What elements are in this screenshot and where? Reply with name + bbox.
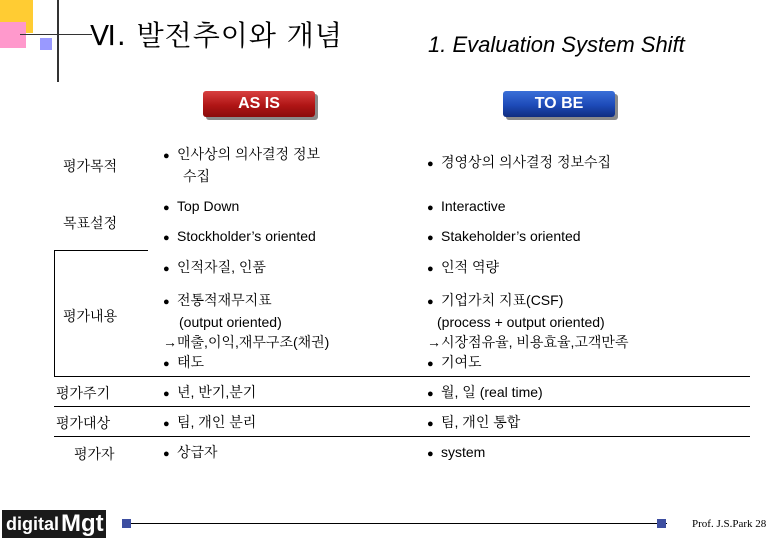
row-label-goal: 평가목적	[63, 159, 118, 175]
row-divider	[54, 436, 750, 437]
to-be-target-1: ● Interactive	[427, 196, 506, 218]
row-label-content: 평가내용	[63, 309, 118, 325]
as-is-content-2: ● 전통적재무지표 (output oriented) →매출,이익,재무구조(채권) ● 태도	[163, 290, 329, 374]
to-be-content-1: ● 인적 역량	[427, 257, 499, 279]
bullet-icon: ●	[427, 232, 434, 244]
slide-subtitle: 1. Evaluation System Shift	[428, 32, 685, 57]
as-is-content-1: ● 인적자질, 인품	[163, 257, 266, 279]
as-is-target-2: ● Stockholder’s oriented	[163, 226, 316, 248]
row-label-cycle: 평가주기	[56, 386, 111, 402]
footer-square-right	[657, 519, 666, 528]
as-is-cycle: ● 년, 반기,분기	[163, 382, 256, 404]
footer-line	[122, 523, 667, 524]
bullet-icon: ●	[427, 388, 434, 400]
as-is-subject: ● 팀, 개인 분리	[163, 412, 256, 434]
decor-square-pink	[0, 22, 26, 48]
decor-vertical-line	[57, 0, 59, 82]
to-be-header: TO BE	[503, 91, 615, 117]
bullet-icon: ●	[427, 263, 434, 275]
bullet-icon: ●	[427, 296, 434, 308]
bullet-icon: ●	[427, 202, 434, 214]
to-be-cycle: ● 월, 일 (real time)	[427, 382, 543, 404]
footer-square-left	[122, 519, 131, 528]
bullet-icon: ●	[427, 358, 434, 370]
slide-title: Ⅵ. 발전추이와 개념	[90, 19, 343, 52]
bullet-icon: ●	[163, 418, 170, 430]
as-is-target-1: ● Top Down	[163, 196, 239, 218]
label-column-border	[54, 250, 55, 376]
bullet-icon: ●	[163, 358, 170, 370]
to-be-evaluator: ● system	[427, 442, 485, 464]
row-label-evaluator: 평가자	[74, 447, 115, 463]
bullet-icon: ●	[427, 448, 434, 460]
bullet-icon: ●	[163, 150, 170, 162]
bullet-icon: ●	[427, 418, 434, 430]
bullet-icon: ●	[427, 158, 434, 170]
bullet-icon: ●	[163, 296, 170, 308]
row-divider	[54, 250, 148, 251]
row-label-subject: 평가대상	[56, 416, 111, 432]
row-label-target-set: 목표설정	[63, 216, 118, 232]
footer-credit: Prof. J.S.Park 28	[692, 518, 767, 530]
bullet-icon: ●	[163, 202, 170, 214]
digital-mgt-logo: digital Mgt	[2, 510, 106, 538]
decor-horizontal-line	[20, 34, 92, 35]
bullet-icon: ●	[163, 388, 170, 400]
as-is-header: AS IS	[203, 91, 315, 117]
as-is-goal: ● 인사상의 의사결정 정보 수집	[163, 146, 321, 184]
row-divider	[54, 406, 750, 407]
decor-square-blue	[40, 38, 52, 50]
to-be-goal: ● 경영상의 의사결정 정보수집	[427, 152, 611, 174]
row-divider	[54, 376, 750, 377]
to-be-content-2: ● 기업가치 지표(CSF) (process + output oriented) →시장점유율, 비용효율,고객만족 ● 기여도	[427, 290, 628, 374]
to-be-subject: ● 팀, 개인 통합	[427, 412, 520, 434]
to-be-target-2: ● Stakeholder’s oriented	[427, 226, 581, 248]
bullet-icon: ●	[163, 448, 170, 460]
bullet-icon: ●	[163, 232, 170, 244]
as-is-evaluator: ● 상급자	[163, 442, 218, 464]
bullet-icon: ●	[163, 263, 170, 275]
